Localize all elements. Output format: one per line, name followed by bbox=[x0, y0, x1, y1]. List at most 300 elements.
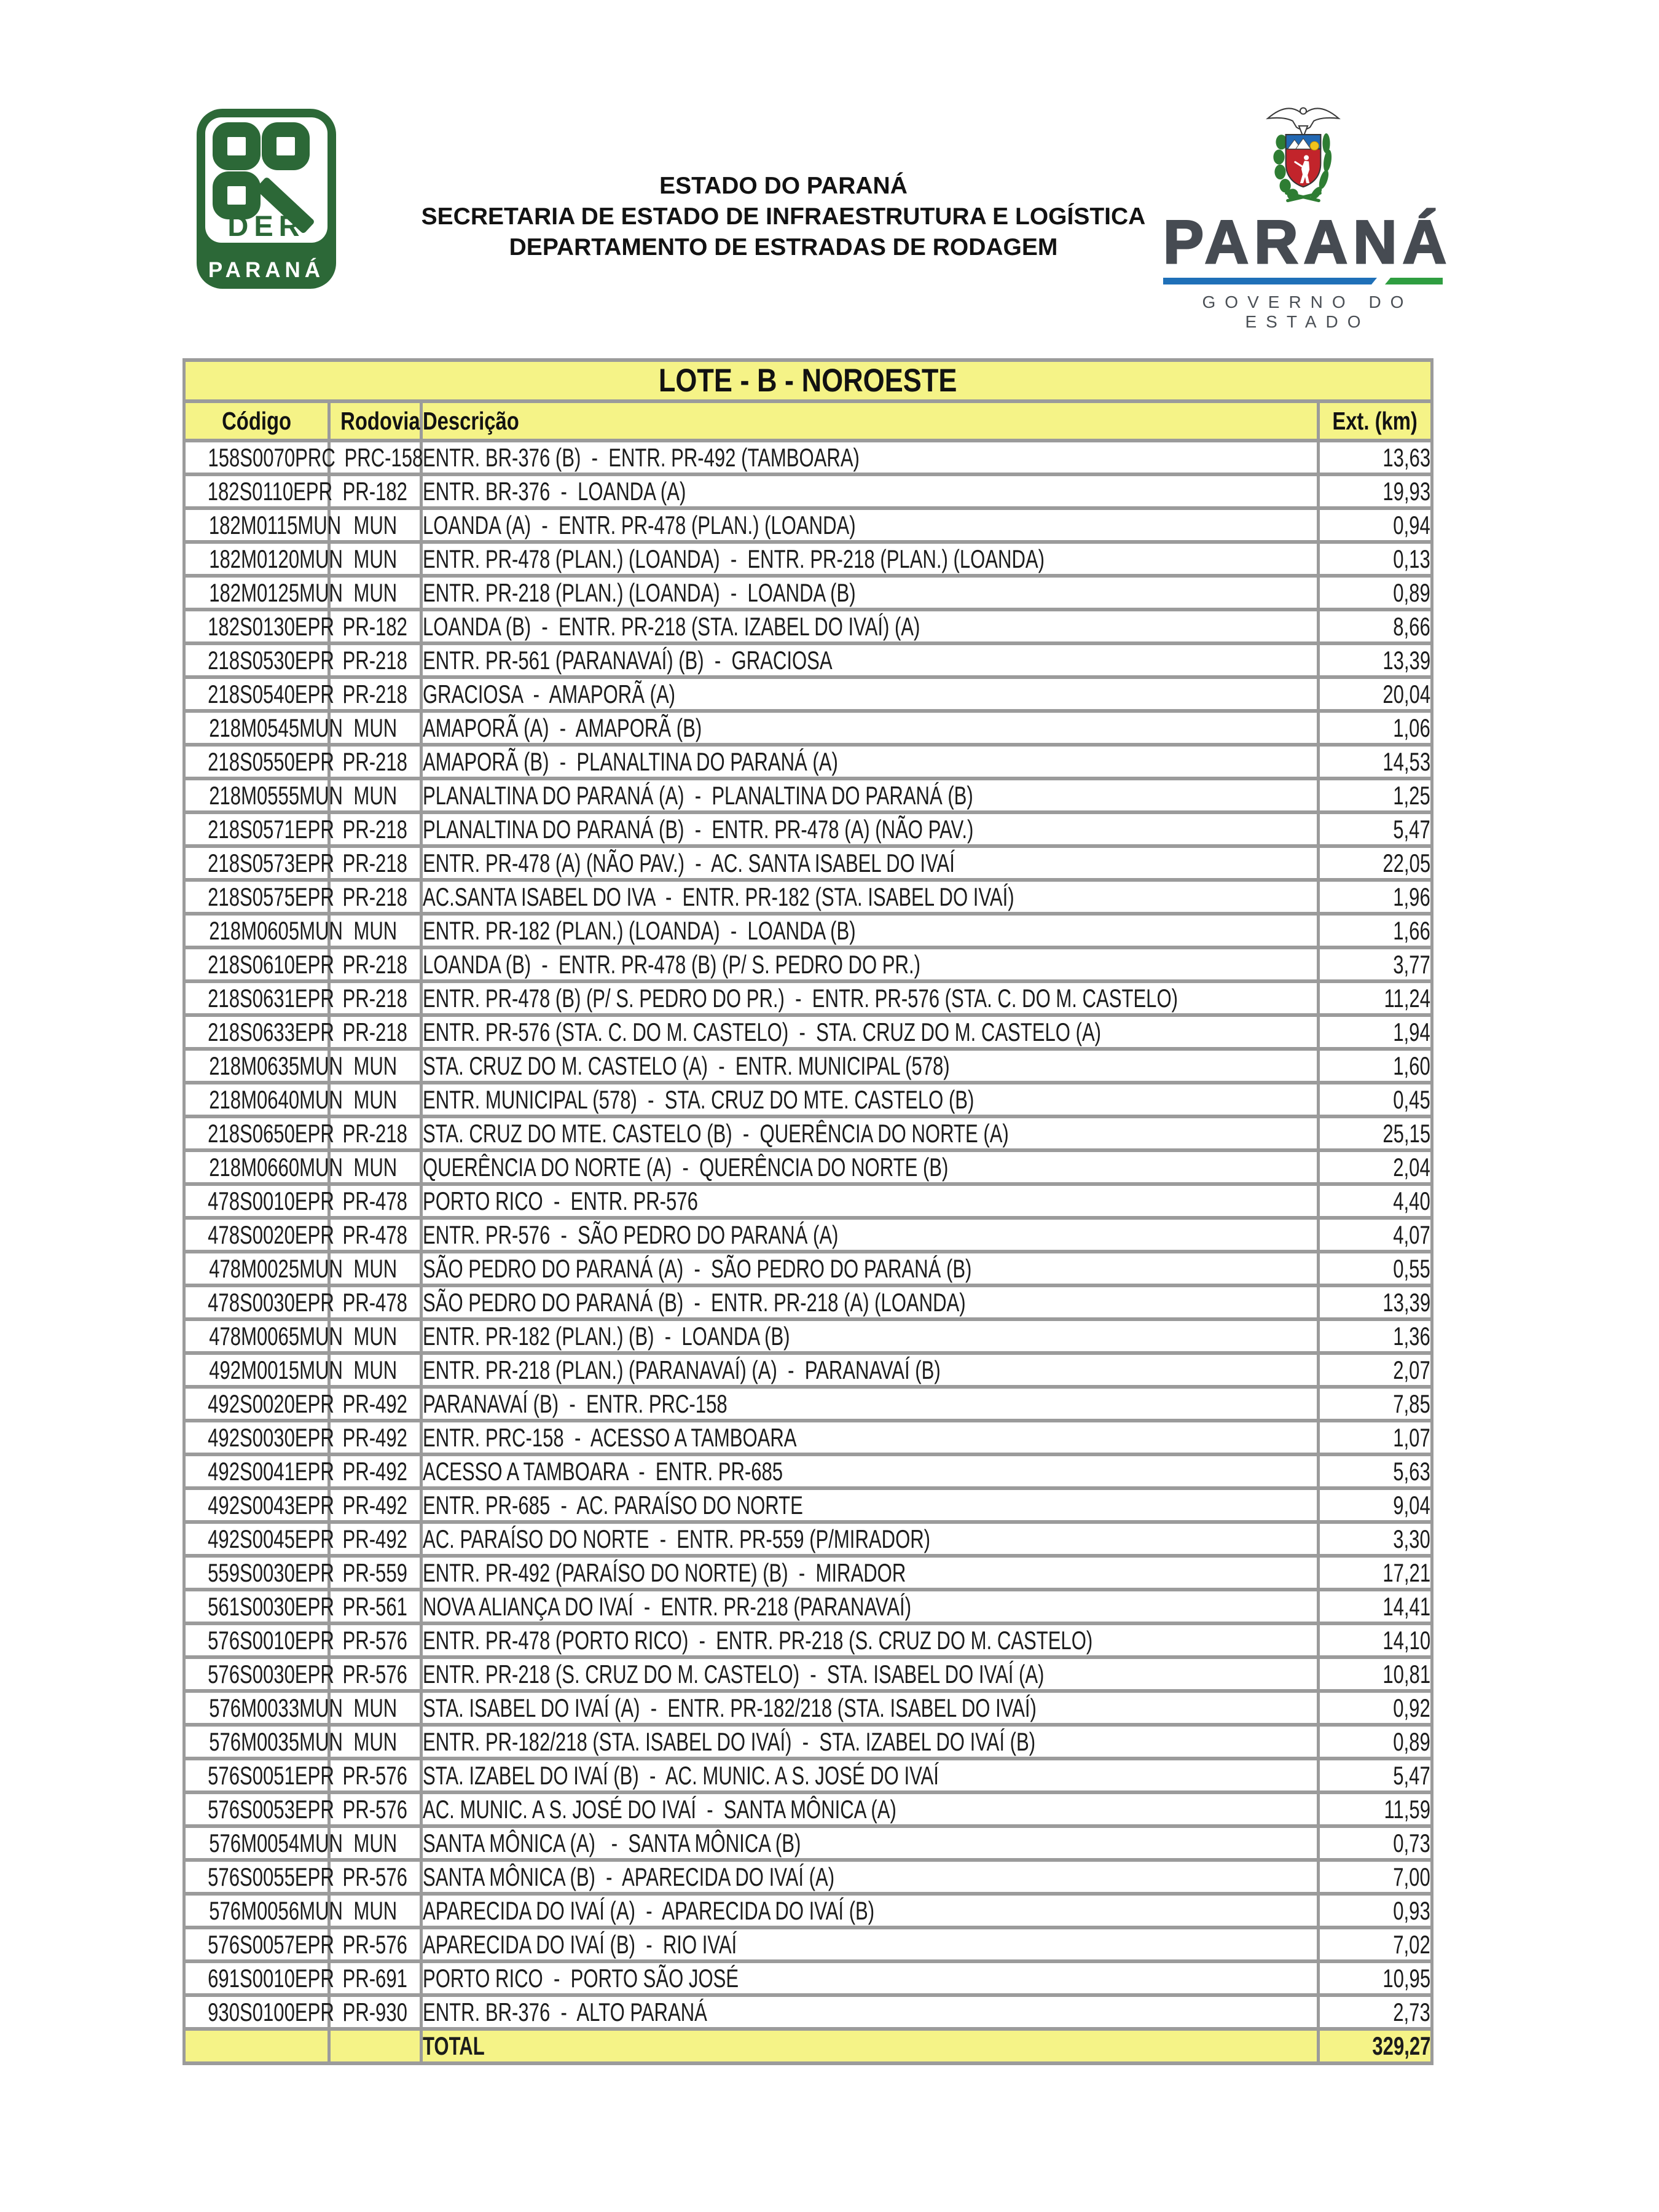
row-rodovia: MUN bbox=[353, 1321, 397, 1351]
row-descricao-cell bbox=[422, 1995, 1319, 2029]
row-ext: 14,10 bbox=[1382, 1625, 1431, 1655]
row-codigo-cell bbox=[184, 1184, 334, 1218]
row-rodovia: PR-492 bbox=[342, 1389, 408, 1418]
row-rodovia-cell bbox=[329, 1319, 422, 1353]
row-codigo-cell bbox=[184, 1387, 334, 1421]
row-rodovia-cell bbox=[329, 643, 422, 677]
row-ext-cell bbox=[1319, 1792, 1432, 1826]
row-descricao-cell bbox=[422, 1252, 1319, 1285]
row-ext: 1,94 bbox=[1393, 1017, 1431, 1046]
parana-wordmark: PARANÁ bbox=[1163, 208, 1453, 276]
row-descricao-cell bbox=[422, 745, 1319, 779]
row-rodovia-cell bbox=[329, 981, 422, 1015]
row-codigo-cell bbox=[184, 880, 334, 914]
row-descricao-cell bbox=[422, 508, 1319, 542]
der-acronym-label: DER bbox=[227, 210, 305, 242]
row-descricao: APARECIDA DO IVAÍ (B) - RIO IVAÍ bbox=[423, 1929, 737, 1959]
row-descricao-cell bbox=[422, 1860, 1319, 1894]
total-label: TOTAL bbox=[423, 2031, 485, 2060]
row-rodovia: PR-576 bbox=[342, 1862, 408, 1891]
row-descricao: ENTR. PR-478 (A) (NÃO PAV.) - AC. SANTA ISABEL DO IVAÍ bbox=[423, 848, 955, 877]
row-rodovia: MUN bbox=[353, 510, 397, 539]
row-codigo: 691S0010EPR bbox=[208, 1963, 334, 1993]
row-ext-cell bbox=[1319, 576, 1432, 610]
row-descricao: STA. CRUZ DO MTE. CASTELO (B) - QUERÊNCIA DO NORTE (A) bbox=[423, 1118, 1009, 1148]
row-ext: 0,89 bbox=[1393, 578, 1431, 607]
table-row bbox=[184, 1421, 1432, 1454]
table-row bbox=[184, 880, 1432, 914]
row-ext-cell bbox=[1319, 1083, 1432, 1116]
row-descricao: PLANALTINA DO PARANÁ (A) - PLANALTINA DO PARANÁ (B) bbox=[423, 780, 973, 810]
row-ext: 1,25 bbox=[1393, 780, 1431, 810]
row-descricao-cell bbox=[422, 677, 1319, 711]
row-descricao: ENTR. PR-561 (PARANAVAÍ) (B) - GRACIOSA bbox=[423, 645, 833, 675]
row-rodovia-cell bbox=[329, 1285, 422, 1319]
row-ext: 0,94 bbox=[1393, 510, 1431, 539]
table-header-row bbox=[184, 401, 1432, 441]
table-row bbox=[184, 441, 1432, 474]
row-codigo-cell bbox=[184, 1083, 343, 1116]
row-codigo-cell bbox=[184, 1252, 343, 1285]
table-total-row bbox=[184, 2029, 1432, 2063]
row-codigo-cell bbox=[184, 1049, 343, 1083]
row-ext: 22,05 bbox=[1382, 848, 1431, 877]
row-ext-cell bbox=[1319, 610, 1432, 643]
table-row bbox=[184, 643, 1432, 677]
row-rodovia-cell bbox=[329, 1759, 422, 1792]
row-descricao: SANTA MÔNICA (A) - SANTA MÔNICA (B) bbox=[423, 1828, 801, 1857]
row-descricao-cell bbox=[422, 610, 1319, 643]
der-monogram-r-lobe bbox=[262, 122, 310, 170]
row-ext: 3,30 bbox=[1393, 1524, 1431, 1553]
row-descricao-cell bbox=[422, 542, 1319, 576]
column-header-rodovia bbox=[329, 401, 422, 441]
table-row bbox=[184, 1319, 1432, 1353]
table-row bbox=[184, 1590, 1432, 1623]
row-codigo: 576S0030EPR bbox=[208, 1659, 334, 1688]
row-descricao-cell bbox=[422, 1759, 1319, 1792]
table-row bbox=[184, 1995, 1432, 2029]
parana-logo-bar bbox=[1163, 278, 1443, 284]
row-codigo: 218S0550EPR bbox=[208, 747, 334, 776]
row-rodovia-cell bbox=[329, 914, 422, 947]
row-descricao-cell bbox=[422, 474, 1319, 508]
table-row bbox=[184, 1522, 1432, 1556]
row-ext-cell bbox=[1319, 1454, 1432, 1488]
row-ext: 3,77 bbox=[1393, 949, 1431, 979]
column-header-ext-label: Ext. (km) bbox=[1332, 406, 1418, 435]
table-row bbox=[184, 1928, 1432, 1961]
governo-do-estado-label: GOVERNO DO ESTADO bbox=[1202, 292, 1413, 331]
row-descricao-cell bbox=[422, 441, 1319, 474]
row-codigo-cell bbox=[184, 1319, 343, 1353]
table-row bbox=[184, 1252, 1432, 1285]
row-codigo-cell bbox=[184, 1590, 334, 1623]
row-ext: 7,85 bbox=[1393, 1389, 1431, 1418]
row-rodovia-cell bbox=[329, 1150, 422, 1184]
row-descricao-cell bbox=[422, 1184, 1319, 1218]
row-ext-cell bbox=[1319, 745, 1432, 779]
row-codigo: 218S0631EPR bbox=[208, 983, 334, 1013]
row-codigo-cell bbox=[184, 914, 343, 947]
row-codigo: 218M0640MUN bbox=[209, 1084, 343, 1114]
row-codigo: 182S0130EPR bbox=[208, 611, 334, 641]
row-ext: 19,93 bbox=[1382, 476, 1431, 506]
row-ext-cell bbox=[1319, 1015, 1432, 1049]
row-codigo-cell bbox=[184, 441, 335, 474]
row-codigo-cell bbox=[184, 1623, 334, 1657]
row-ext: 4,07 bbox=[1393, 1220, 1431, 1249]
row-rodovia-cell bbox=[329, 1116, 422, 1150]
row-codigo-cell bbox=[184, 846, 334, 880]
row-descricao-cell bbox=[422, 1454, 1319, 1488]
row-codigo-cell bbox=[184, 711, 343, 745]
row-codigo-cell bbox=[184, 1285, 334, 1319]
row-ext-cell bbox=[1319, 1184, 1432, 1218]
row-ext-cell bbox=[1319, 1623, 1432, 1657]
row-codigo: 218M0635MUN bbox=[209, 1051, 343, 1080]
row-codigo-cell bbox=[184, 1826, 343, 1860]
table-row bbox=[184, 1353, 1432, 1387]
row-descricao-cell bbox=[422, 1556, 1319, 1590]
row-codigo: 576S0055EPR bbox=[208, 1862, 334, 1891]
column-header-descricao-label: Descrição bbox=[423, 406, 519, 435]
row-rodovia-cell bbox=[329, 1590, 422, 1623]
row-codigo-cell bbox=[184, 1454, 334, 1488]
row-ext-cell bbox=[1319, 1995, 1432, 2029]
column-header-codigo bbox=[184, 401, 329, 441]
row-ext-cell bbox=[1319, 1725, 1432, 1759]
row-descricao: ENTR. PR-478 (PLAN.) (LOANDA) - ENTR. PR-218 (PLAN.) (LOANDA) bbox=[423, 544, 1045, 573]
row-ext-cell bbox=[1319, 1252, 1432, 1285]
row-codigo-cell bbox=[184, 1556, 334, 1590]
row-descricao: ENTR. BR-376 - LOANDA (A) bbox=[423, 476, 686, 506]
row-rodovia-cell bbox=[329, 610, 422, 643]
table-title-row bbox=[184, 360, 1432, 401]
row-ext: 13,63 bbox=[1382, 442, 1431, 472]
row-ext: 0,13 bbox=[1393, 544, 1431, 573]
row-rodovia-cell bbox=[329, 880, 422, 914]
row-codigo: 492S0045EPR bbox=[208, 1524, 334, 1553]
row-rodovia: PR-218 bbox=[342, 1017, 408, 1046]
bar-green-segment bbox=[1385, 278, 1443, 284]
row-ext-cell bbox=[1319, 1488, 1432, 1522]
row-codigo-cell bbox=[184, 1928, 334, 1961]
row-descricao: ENTR. PR-576 - SÃO PEDRO DO PARANÁ (A) bbox=[423, 1220, 839, 1249]
row-rodovia-cell bbox=[329, 1961, 422, 1995]
row-codigo-cell bbox=[184, 1792, 334, 1826]
row-codigo: 182M0125MUN bbox=[209, 578, 343, 607]
row-codigo: 576S0051EPR bbox=[208, 1760, 334, 1790]
der-state-label: PARANÁ bbox=[208, 257, 325, 282]
row-rodovia: PR-182 bbox=[342, 611, 408, 641]
table-row bbox=[184, 711, 1432, 745]
row-rodovia-cell bbox=[329, 1894, 422, 1928]
segments-table bbox=[182, 358, 1433, 2065]
row-descricao-cell bbox=[422, 643, 1319, 677]
row-ext: 0,55 bbox=[1393, 1253, 1431, 1283]
row-codigo-cell bbox=[184, 745, 334, 779]
row-ext-cell bbox=[1319, 474, 1432, 508]
der-parana-logo bbox=[197, 109, 336, 289]
row-ext: 7,02 bbox=[1393, 1929, 1431, 1959]
row-descricao-cell bbox=[422, 947, 1319, 981]
table-row bbox=[184, 1894, 1432, 1928]
row-ext: 0,93 bbox=[1393, 1896, 1431, 1925]
table-row bbox=[184, 1623, 1432, 1657]
row-descricao-cell bbox=[422, 1691, 1319, 1725]
row-descricao: ENTR. PR-182 (PLAN.) (B) - LOANDA (B) bbox=[423, 1321, 790, 1351]
row-descricao: NOVA ALIANÇA DO IVAÍ - ENTR. PR-218 (PARANAVAÍ) bbox=[423, 1591, 912, 1621]
row-codigo-cell bbox=[184, 542, 343, 576]
row-codigo: 561S0030EPR bbox=[208, 1591, 334, 1621]
row-codigo-cell bbox=[184, 779, 343, 812]
row-rodovia-cell bbox=[329, 1860, 422, 1894]
row-codigo-cell bbox=[184, 1759, 334, 1792]
row-descricao: STA. CRUZ DO M. CASTELO (A) - ENTR. MUNICIPAL (578) bbox=[423, 1051, 950, 1080]
table-row bbox=[184, 779, 1432, 812]
row-ext: 10,95 bbox=[1382, 1963, 1431, 1993]
table-row bbox=[184, 745, 1432, 779]
row-ext: 20,04 bbox=[1382, 679, 1431, 708]
row-codigo-cell bbox=[184, 1150, 343, 1184]
row-ext: 5,47 bbox=[1393, 1760, 1431, 1790]
row-ext-cell bbox=[1319, 1556, 1432, 1590]
row-codigo-cell bbox=[184, 474, 333, 508]
row-descricao: STA. IZABEL DO IVAÍ (B) - AC. MUNIC. A S. JOSÉ DO IVAÍ bbox=[423, 1760, 939, 1790]
row-descricao-cell bbox=[422, 1522, 1319, 1556]
row-rodovia-cell bbox=[329, 474, 422, 508]
row-descricao-cell bbox=[422, 779, 1319, 812]
row-codigo: 218S0540EPR bbox=[208, 679, 334, 708]
row-codigo: 492S0043EPR bbox=[208, 1490, 334, 1520]
row-rodovia: PR-559 bbox=[342, 1558, 408, 1587]
table-row bbox=[184, 1657, 1432, 1691]
table-row bbox=[184, 1792, 1432, 1826]
row-rodovia: MUN bbox=[353, 1084, 397, 1114]
row-ext-cell bbox=[1319, 1285, 1432, 1319]
row-ext: 2,73 bbox=[1393, 1997, 1431, 2026]
row-descricao-cell bbox=[422, 1623, 1319, 1657]
table-row bbox=[184, 576, 1432, 610]
row-rodovia-cell bbox=[329, 1184, 422, 1218]
table-row bbox=[184, 1184, 1432, 1218]
row-descricao: SÃO PEDRO DO PARANÁ (B) - ENTR. PR-218 (A) (LOANDA) bbox=[423, 1287, 966, 1317]
table-row bbox=[184, 1049, 1432, 1083]
row-ext: 7,00 bbox=[1393, 1862, 1431, 1891]
row-codigo: 478S0030EPR bbox=[208, 1287, 334, 1317]
table-row bbox=[184, 1860, 1432, 1894]
row-ext-cell bbox=[1319, 779, 1432, 812]
row-ext: 1,60 bbox=[1393, 1051, 1431, 1080]
row-rodovia-cell bbox=[329, 1928, 422, 1961]
row-rodovia: PR-182 bbox=[342, 476, 408, 506]
column-header-ext bbox=[1319, 401, 1432, 441]
row-ext-cell bbox=[1319, 1319, 1432, 1353]
row-ext-cell bbox=[1319, 1759, 1432, 1792]
row-rodovia: PR-492 bbox=[342, 1490, 408, 1520]
row-descricao: LOANDA (B) - ENTR. PR-478 (B) (P/ S. PEDRO DO PR.) bbox=[423, 949, 920, 979]
row-ext-cell bbox=[1319, 1049, 1432, 1083]
row-rodovia-cell bbox=[329, 1015, 422, 1049]
row-rodovia: PR-691 bbox=[342, 1963, 408, 1993]
row-codigo-cell bbox=[184, 812, 334, 846]
row-descricao: AMAPORÃ (A) - AMAPORÃ (B) bbox=[423, 713, 702, 742]
row-rodovia-cell bbox=[329, 1826, 422, 1860]
row-descricao-cell bbox=[422, 880, 1319, 914]
row-codigo: 218S0573EPR bbox=[208, 848, 334, 877]
row-ext-cell bbox=[1319, 1522, 1432, 1556]
row-ext-cell bbox=[1319, 508, 1432, 542]
table-title-cell bbox=[184, 360, 1432, 401]
row-rodovia: PR-218 bbox=[342, 949, 408, 979]
row-rodovia-cell bbox=[329, 711, 422, 745]
row-rodovia: PR-218 bbox=[342, 747, 408, 776]
table-row bbox=[184, 1826, 1432, 1860]
row-codigo-cell bbox=[184, 1015, 334, 1049]
row-rodovia: PR-930 bbox=[342, 1997, 408, 2026]
row-rodovia: PR-478 bbox=[342, 1220, 408, 1249]
table-row bbox=[184, 812, 1432, 846]
total-empty-rodovia-cell bbox=[329, 2029, 422, 2063]
row-descricao: APARECIDA DO IVAÍ (A) - APARECIDA DO IVAÍ (B) bbox=[423, 1896, 875, 1925]
row-codigo: 576S0053EPR bbox=[208, 1794, 334, 1824]
row-codigo-cell bbox=[184, 1353, 343, 1387]
table-row bbox=[184, 677, 1432, 711]
row-rodovia-cell bbox=[329, 745, 422, 779]
row-ext: 0,73 bbox=[1393, 1828, 1431, 1857]
row-ext-cell bbox=[1319, 1691, 1432, 1725]
row-descricao: ENTR. PR-218 (PLAN.) (PARANAVAÍ) (A) - PARANAVAÍ (B) bbox=[423, 1355, 941, 1384]
row-rodovia-cell bbox=[329, 812, 422, 846]
row-ext: 14,41 bbox=[1382, 1591, 1431, 1621]
row-descricao: AC.SANTA ISABEL DO IVA - ENTR. PR-182 (STA. ISABEL DO IVAÍ) bbox=[423, 882, 1014, 911]
row-codigo: 492S0030EPR bbox=[208, 1422, 334, 1452]
bar-gap bbox=[1377, 278, 1385, 284]
row-codigo-cell bbox=[184, 1995, 334, 2029]
row-ext: 0,89 bbox=[1393, 1727, 1431, 1756]
row-ext-cell bbox=[1319, 677, 1432, 711]
der-logo-inner bbox=[205, 117, 327, 243]
row-descricao: ENTR. PR-182/218 (STA. ISABEL DO IVAÍ) - STA. IZABEL DO IVAÍ (B) bbox=[423, 1727, 1036, 1756]
row-ext-cell bbox=[1319, 880, 1432, 914]
table-row bbox=[184, 1961, 1432, 1995]
row-codigo-cell bbox=[184, 1657, 334, 1691]
row-codigo-cell bbox=[184, 576, 343, 610]
table-row bbox=[184, 1488, 1432, 1522]
table-row bbox=[184, 947, 1432, 981]
row-descricao: ENTR. BR-376 - ALTO PARANÁ bbox=[423, 1997, 707, 2026]
row-rodovia-cell bbox=[329, 1387, 422, 1421]
row-rodovia: MUN bbox=[353, 1727, 397, 1756]
row-ext-cell bbox=[1319, 1590, 1432, 1623]
row-descricao-cell bbox=[422, 1590, 1319, 1623]
row-rodovia-cell bbox=[329, 1623, 422, 1657]
row-codigo: 492M0015MUN bbox=[209, 1355, 343, 1384]
row-ext: 5,63 bbox=[1393, 1456, 1431, 1486]
row-descricao: ENTR. PRC-158 - ACESSO A TAMBOARA bbox=[423, 1422, 797, 1452]
total-label-cell bbox=[422, 2029, 1319, 2063]
row-ext-cell bbox=[1319, 812, 1432, 846]
row-ext: 17,21 bbox=[1382, 1558, 1431, 1587]
row-ext-cell bbox=[1319, 1150, 1432, 1184]
row-descricao: ENTR. PR-478 (B) (P/ S. PEDRO DO PR.) - ENTR. PR-576 (STA. C. DO M. CASTELO) bbox=[423, 983, 1178, 1013]
row-descricao: AC. MUNIC. A S. JOSÉ DO IVAÍ - SANTA MÔNICA (A) bbox=[423, 1794, 896, 1824]
row-descricao: ACESSO A TAMBOARA - ENTR. PR-685 bbox=[423, 1456, 783, 1486]
row-codigo: 478S0010EPR bbox=[208, 1186, 334, 1215]
row-rodovia-cell bbox=[329, 1995, 422, 2029]
row-ext-cell bbox=[1319, 1928, 1432, 1961]
row-rodovia-cell bbox=[329, 576, 422, 610]
table-title: LOTE - B - NOROESTE bbox=[659, 363, 957, 399]
total-value: 329,27 bbox=[1371, 2031, 1431, 2060]
row-ext: 8,66 bbox=[1393, 611, 1431, 641]
table-row bbox=[184, 1285, 1432, 1319]
row-ext-cell bbox=[1319, 542, 1432, 576]
row-ext-cell bbox=[1319, 846, 1432, 880]
parana-coat-of-arms-icon bbox=[1257, 100, 1350, 209]
row-rodovia: PR-218 bbox=[342, 679, 408, 708]
row-codigo-cell bbox=[184, 1860, 334, 1894]
row-rodovia-cell bbox=[329, 1252, 422, 1285]
row-descricao-cell bbox=[422, 1894, 1319, 1928]
row-descricao: AC. PARAÍSO DO NORTE - ENTR. PR-559 (P/MIRADOR) bbox=[423, 1524, 931, 1553]
row-rodovia: MUN bbox=[353, 578, 397, 607]
row-descricao: ENTR. MUNICIPAL (578) - STA. CRUZ DO MTE. CASTELO (B) bbox=[423, 1084, 975, 1114]
row-ext-cell bbox=[1319, 1961, 1432, 1995]
row-codigo-cell bbox=[184, 1421, 334, 1454]
row-rodovia-cell bbox=[329, 1353, 422, 1387]
row-rodovia: PR-561 bbox=[342, 1591, 408, 1621]
row-ext: 0,92 bbox=[1393, 1693, 1431, 1722]
table-row bbox=[184, 1218, 1432, 1252]
row-ext-cell bbox=[1319, 1894, 1432, 1928]
row-ext: 0,45 bbox=[1393, 1084, 1431, 1114]
row-rodovia: MUN bbox=[353, 713, 397, 742]
row-codigo-cell bbox=[184, 1116, 334, 1150]
header-title-department: DEPARTAMENTO DE ESTRADAS DE RODAGEM bbox=[509, 234, 1058, 261]
row-rodovia: MUN bbox=[353, 1051, 397, 1080]
row-rodovia: PR-218 bbox=[342, 814, 408, 844]
row-ext: 11,59 bbox=[1384, 1794, 1431, 1824]
row-codigo: 492S0041EPR bbox=[208, 1456, 334, 1486]
table-row bbox=[184, 1556, 1432, 1590]
row-codigo: 182M0120MUN bbox=[209, 544, 343, 573]
row-ext-cell bbox=[1319, 981, 1432, 1015]
total-empty-codigo-cell bbox=[184, 2029, 329, 2063]
parana-government-logo bbox=[1163, 100, 1453, 332]
column-header-rodovia-label: Rodovia bbox=[340, 406, 420, 435]
row-codigo-cell bbox=[184, 677, 334, 711]
row-codigo-cell bbox=[184, 1488, 334, 1522]
row-rodovia-cell bbox=[329, 1049, 422, 1083]
row-descricao-cell bbox=[422, 1488, 1319, 1522]
der-monogram-b-top-lobe bbox=[213, 122, 261, 170]
row-codigo: 218S0530EPR bbox=[208, 645, 334, 675]
row-rodovia-cell bbox=[329, 1556, 422, 1590]
table-row bbox=[184, 1454, 1432, 1488]
row-descricao: ENTR. PR-576 (STA. C. DO M. CASTELO) - STA. CRUZ DO M. CASTELO (A) bbox=[423, 1017, 1102, 1046]
row-descricao-cell bbox=[422, 1421, 1319, 1454]
row-ext-cell bbox=[1319, 1116, 1432, 1150]
row-ext: 1,36 bbox=[1393, 1321, 1431, 1351]
row-ext: 1,66 bbox=[1393, 916, 1431, 945]
row-descricao-cell bbox=[422, 1353, 1319, 1387]
table-row bbox=[184, 1387, 1432, 1421]
row-ext: 1,06 bbox=[1393, 713, 1431, 742]
table-row bbox=[184, 1725, 1432, 1759]
row-descricao-cell bbox=[422, 576, 1319, 610]
